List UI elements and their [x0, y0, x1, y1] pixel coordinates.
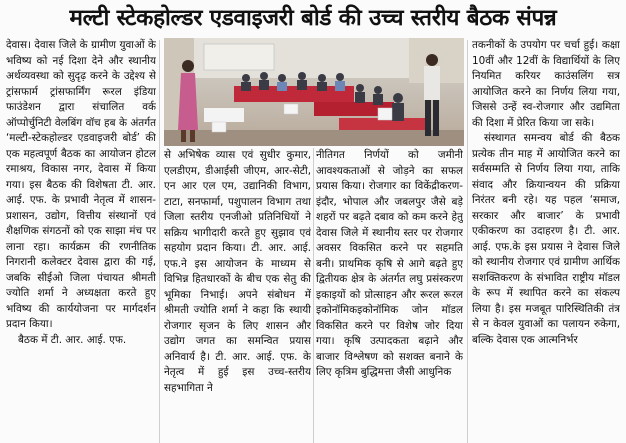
column-divider: [313, 148, 314, 443]
column-4-paragraph-2: संस्थागत समन्वय बोर्ड की बैठक प्रत्येक तीन माह में आयोजित करने का सर्वसम्मति से निर्णय लिया गया, ताकि संवाद और क्रियान्वयन की प्रक्रिया निरंतर बनी रहे। यह पहल ‘समाज, सरकार और बाजार’ के प्रभावी एकीकरण का उदाहरण है। टी. आर. आई. एफ.के इस प्रयास ने देवास जिले को स्थानीय रोजगार एवं ग्रामीण आर्थिक सशक्तिकरण के संभावित राष्ट्रीय मॉडल के रूप में स्थापित करने का संकल्प लिया है। इस मजबूत पारिस्थितिकी तंत्र से न केवल युवाओं का पलायन रुकेगा, बल्कि देवास एक आत्मनिर्भर: [472, 132, 620, 346]
article-column-1: [6, 38, 156, 443]
article-column-4: [472, 38, 620, 443]
column-divider: [467, 40, 468, 443]
headline: मल्टी स्टेकहोल्डर एडवाइजरी बोर्ड की उच्च स्तरीय बैठक संपन्न: [69, 5, 557, 31]
column-divider: [159, 40, 160, 443]
column-3-text: नीतिगत निर्णयों को जमीनी आवश्यकताओं से जोड़ने का सफल प्रयास किया। रोजगार का विकेंद्रीकरण- इंदौर, भोपाल और जबलपुर जैसे बड़े शहरों पर बढ़ते दबाव को कम करने हेतु देवास जिले में स्थानीय स्तर पर रोजगार अवसर विकसित करने पर सहमति बनी। प्राथमिक कृषि से आगे बढ़ते हुए द्वितीयक क्षेत्र के अंतर्गत लघु प्रसंस्करण इकाइयों को प्रोत्साहन और रूरल रूरल इकोनॉमिकइकोनॉमिक जोन मॉडल विकसित करने पर विशेष जोर दिया गया। कृषि उत्पादकता बढ़ाने और बाजार विश्लेषण को सशक्त बनाने के लिए कृत्रिम बुद्धिमत्ता जैसी आधुनिक: [316, 149, 463, 378]
column-2-text: से अभिषेक व्यास एवं सुधीर कुमार, एलडीएम, डीआईसी जीएम, आर-सेटी, एन आर एल एम, उद्यानिकी विभाग, टाटा, सनफार्मा, पशुपालन विभाग तथा जिला स्तरीय एनजीओ प्रतिनिधियों ने सक्रिय भागीदारी करते हुए सुझाव एवं सहयोग प्रदान किया। टी. आर. आई. एफ.ने इस आयोजन के माध्यम से विभिन्न हितधारकों के बीच एक सेतु की भूमिका निभाई। अपने संबोधन में श्रीमती ज्योति शर्मा ने कहा कि स्थायी रोजगार सृजन के लिए शासन और उद्योग जगत का समन्वित प्रयास अनिवार्य है। टी. आर. आई. एफ. के नेतृत्व में हुई इस उच्च-स्तरीय सहभागिता ने: [164, 149, 311, 394]
column-1-text: देवास। देवास जिले के ग्रामीण युवाओं के भविष्य को नई दिशा देने और स्थानीय अर्थव्यवस्था को सुदृढ़ करने के उद्देश्य से ट्रांसफार्म ट्रांसफार्मिंग रूरल इंडिया फाउंडेशन द्वारा संचालित वर्क ऑप्पोर्चुनिटी वेलबिंग वॉच हब के अंतर्गत ‘मल्टी-स्टेकहोल्डर एडवाइजरी बोर्ड’ की एक महत्वपूर्ण बैठक का आयोजन होटल रमाश्रय, विकास नगर, देवास में किया गया। इस बैठक की विशेषता टी. आर. आई. एफ. के प्रभावी नेतृत्व में शासन-प्रशासन, उद्योग, वित्तीय संस्थानों एवं शैक्षणिक संगठनों को एक साझा मंच पर लाना रहा। कार्यक्रम की रणनीतिक निगरानी कलेक्टर देवास द्वारा की गई, जबकि सीईओ जिला पंचायत श्रीमती ज्योति शर्मा ने अध्यक्षता करते हुए भविष्य की कार्ययोजना पर मार्गदर्शन प्रदान किया।: [6, 39, 156, 330]
article-column-3: [316, 148, 463, 443]
meeting-photo: [164, 38, 464, 146]
column-1-tail: बैठक में टी. आर. आई. एफ.: [18, 333, 127, 346]
article-column-2: [164, 148, 311, 443]
column-4-paragraph-1: तकनीकों के उपयोग पर चर्चा हुई। कक्षा 10वीं और 12वीं के विद्यार्थियों के लिए नियमित करियर काउंसलिंग सत्र आयोजित करने का निर्णय लिया गया, जिससे उन्हें स्व-रोजगार और उद्यमिता की दिशा में प्रेरित किया जा सके।: [472, 39, 620, 129]
